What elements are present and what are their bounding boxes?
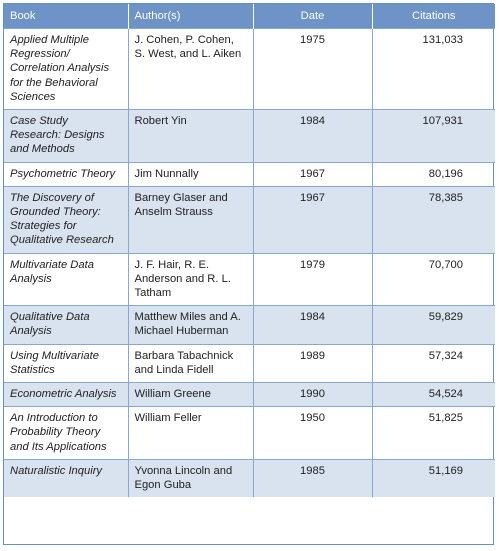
header-date: Date <box>253 4 372 29</box>
table-row <box>4 29 495 110</box>
authors-cell: Yvonna Lincoln and Egon Guba <box>128 459 253 497</box>
table-row <box>4 186 495 253</box>
table-header <box>4 4 495 29</box>
citations-cell: 59,829 <box>372 306 495 344</box>
table-row <box>4 344 495 382</box>
authors-cell: Barbara Tabachnick and Linda Fidell <box>128 344 253 382</box>
table-row <box>4 162 495 186</box>
table-row <box>4 306 495 344</box>
authors-cell: J. F. Hair, R. E. Anderson and R. L. Tatham <box>128 253 253 306</box>
book-cell: Using Multivariate Statistics <box>4 344 128 382</box>
header-citations: Citations <box>372 4 495 29</box>
table-row <box>4 459 495 497</box>
book-cell: The Discovery of Grounded Theory: Strategies for Qualitative Research <box>4 186 128 253</box>
citations-cell: 54,524 <box>372 383 495 407</box>
date-cell: 1979 <box>253 253 372 306</box>
date-cell: 1967 <box>253 186 372 253</box>
date-cell: 1950 <box>253 407 372 460</box>
table-body <box>4 29 495 498</box>
citations-cell: 57,324 <box>372 344 495 382</box>
date-cell: 1984 <box>253 306 372 344</box>
authors-cell: William Greene <box>128 383 253 407</box>
date-cell: 1975 <box>253 29 372 110</box>
citations-cell: 51,169 <box>372 459 495 497</box>
date-cell: 1990 <box>253 383 372 407</box>
table-row <box>4 383 495 407</box>
authors-cell: William Feller <box>128 407 253 460</box>
citations-cell: 51,825 <box>372 407 495 460</box>
date-cell: 1985 <box>253 459 372 497</box>
book-cell: Case Study Research: Designs and Methods <box>4 110 128 163</box>
header-book: Book <box>4 4 128 29</box>
table-row <box>4 110 495 163</box>
authors-cell: Barney Glaser and Anselm Strauss <box>128 186 253 253</box>
citations-table <box>4 4 495 497</box>
table-row <box>4 407 495 460</box>
date-cell: 1984 <box>253 110 372 163</box>
authors-cell: J. Cohen, P. Cohen, S. West, and L. Aiken <box>128 29 253 110</box>
authors-cell: Robert Yin <box>128 110 253 163</box>
table-row <box>4 253 495 306</box>
authors-cell: Jim Nunnally <box>128 162 253 186</box>
date-cell: 1989 <box>253 344 372 382</box>
book-cell: Applied Multiple Regression/ Correlation Analysis for the Behavioral Sciences <box>4 29 128 110</box>
book-cell: Qualitative Data Analysis <box>4 306 128 344</box>
citations-cell: 131,033 <box>372 29 495 110</box>
citations-cell: 80,196 <box>372 162 495 186</box>
header-authors: Author(s) <box>128 4 253 29</box>
book-cell: Naturalistic Inquiry <box>4 459 128 497</box>
citations-cell: 70,700 <box>372 253 495 306</box>
book-cell: An Introduction to Probability Theory and Its Applications <box>4 407 128 460</box>
book-cell: Multivariate Data Analysis <box>4 253 128 306</box>
date-cell: 1967 <box>253 162 372 186</box>
citations-cell: 78,385 <box>372 186 495 253</box>
authors-cell: Matthew Miles and A. Michael Huberman <box>128 306 253 344</box>
citations-cell: 107,931 <box>372 110 495 163</box>
citations-table-frame <box>3 3 494 545</box>
book-cell: Psychometric Theory <box>4 162 128 186</box>
book-cell: Econometric Analysis <box>4 383 128 407</box>
header-row <box>4 4 495 29</box>
